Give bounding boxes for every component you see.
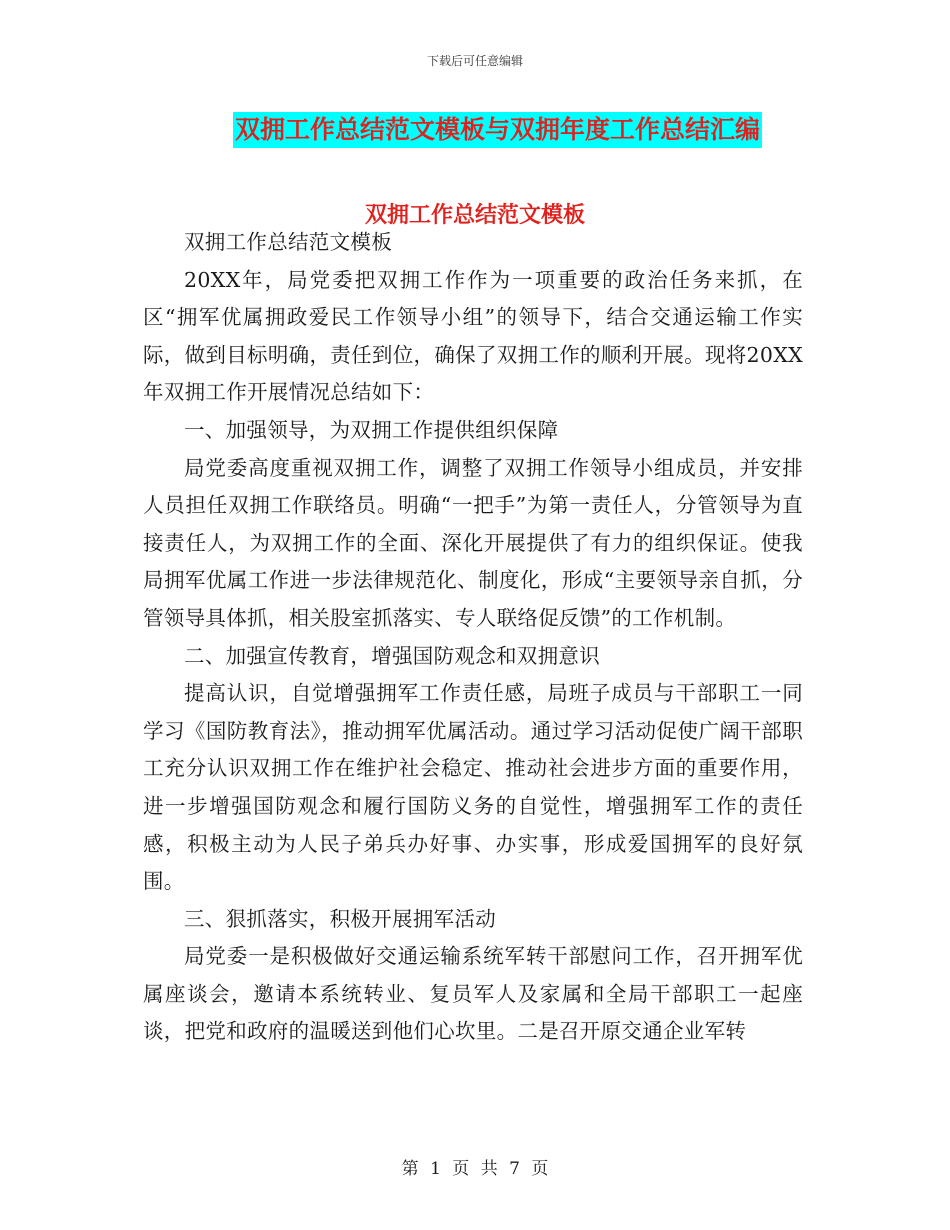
paragraph-heading-3: 三、狠抓落实，积极开展拥军活动 [184,906,496,931]
header-note: 下载后可任意编辑 [426,54,523,68]
paragraph-leadership: 局党委高度重视双拥工作，调整了双拥工作领导小组成员，并安排人员担任双拥工作联络员。明确“一把手”为第一责任人，分管领导为直接责任人，为双拥工作的全面、深化开展提供了有力的组织保证。使我局拥军优属工作进一步法律规范化、制度化，形成“主要领导亲自抓，分管领导具体抓，相关股室抓落实、专人联络促反馈”的工作机制。 [143,455,803,630]
paragraph-overview: 20XX年，局党委把双拥工作作为一项重要的政治任务来抓，在区“拥军优属拥政爱民工作领导小组”的领导下，结合交通运输工作实际，做到目标明确，责任到位，确保了双拥工作的顺利开展。现将20XX年双拥工作开展情况总结如下： [143,267,803,405]
paragraph-education: 提高认识，自觉增强拥军工作责任感，局班子成员与干部职工一同学习《国防教育法》，推动拥军优属活动。通过学习活动促使广阔干部职工充分认识双拥工作在维护社会稳定、推动社会进步方面的重要作用，进一步增强国防观念和履行国防义务的自觉性，增强拥军工作的责任感，积极主动为人民子弟兵办好事、办实事，形成爱国拥军的良好氛围。 [143,681,803,894]
main-title-container [0,112,950,148]
paragraph-activities: 局党委一是积极做好交通运输系统军转干部慰问工作，召开拥军优属座谈会，邀请本系统转业、复员军人及家属和全局干部职工一起座谈，把党和政府的温暖送到他们心坎里。二是召开原交通企业军转 [143,944,803,1044]
document-body [143,218,803,1051]
main-title: 双拥工作总结范文模板与双拥年度工作总结汇编 [233,112,762,148]
paragraph-intro-title: 双拥工作总结范文模板 [184,230,392,254]
section-title: 双拥工作总结范文模板 [364,203,585,228]
page-indicator: 第 1 页 共 7 页 [401,1159,549,1179]
paragraph-heading-2: 二、加强宣传教育，增强国防观念和双拥意识 [184,643,600,668]
paragraph-heading-1: 一、加强领导，为双拥工作提供组织保障 [184,417,559,442]
